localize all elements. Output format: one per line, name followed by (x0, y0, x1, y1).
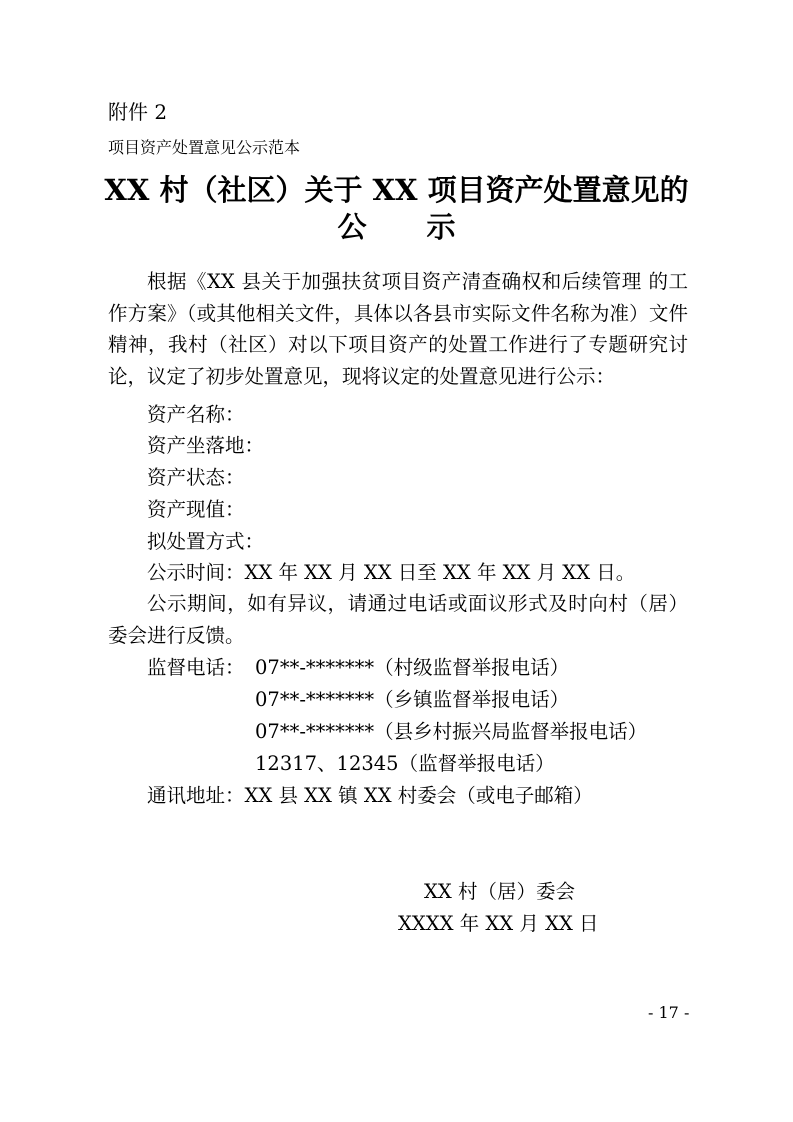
supervision-phone-4: 12317、12345（监督举报电话） (255, 752, 555, 775)
signature-org: XX 村（居）委会 (424, 880, 575, 903)
field-asset-status: 资产状态： (147, 466, 245, 489)
signature-date: XXXX 年 XX 月 XX 日 (398, 912, 599, 935)
title-char-gong: 公 (337, 210, 367, 244)
field-asset-name: 资产名称： (147, 403, 245, 426)
supervision-phone-3: 07**-*******（县乡村振兴局监督举报电话） (255, 720, 648, 743)
objection-paragraph: 公示期间，如有异议，请通过电话或面议形式及时向村（居）委会进行反馈。 (108, 592, 688, 647)
field-disposal-method: 拟处置方式： (147, 530, 265, 553)
title-line-2 (0, 205, 793, 246)
field-asset-location: 资产坐落地： (147, 434, 265, 457)
field-notice-period: 公示时间：XX 年 XX 月 XX 日至 XX 年 XX 月 XX 日。 (147, 561, 636, 584)
title-char-shi: 示 (426, 210, 456, 244)
supervision-phone-1: 07**-*******（村级监督举报电话） (255, 656, 570, 679)
intro-paragraph: 根据《XX 县关于加强扶贫项目资产清查确权和后续管理 的工作方案》（或其他相关文件，具体以各县市实际文件名称为准）文件精神，我村（社区）对以下项目资产的处置工作进行了专题研究讨论，议定了初步处置意见，现将议定的处置意见进行公示： (108, 270, 688, 388)
supervision-phone-2: 07**-*******（乡镇监督举报电话） (255, 688, 570, 711)
title-line-1: XX 村（社区）关于 XX 项目资产处置意见的 (104, 173, 689, 207)
field-asset-value: 资产现值： (147, 498, 245, 521)
attachment-label: 附件 2 (108, 100, 168, 124)
template-label: 项目资产处置意见公示范本 (108, 138, 301, 157)
contact-address: 通讯地址：XX 县 XX 镇 XX 村委会（或电子邮箱） (147, 784, 593, 807)
supervision-label: 监督电话： (147, 656, 245, 679)
page-number: - 17 - (648, 1003, 690, 1022)
